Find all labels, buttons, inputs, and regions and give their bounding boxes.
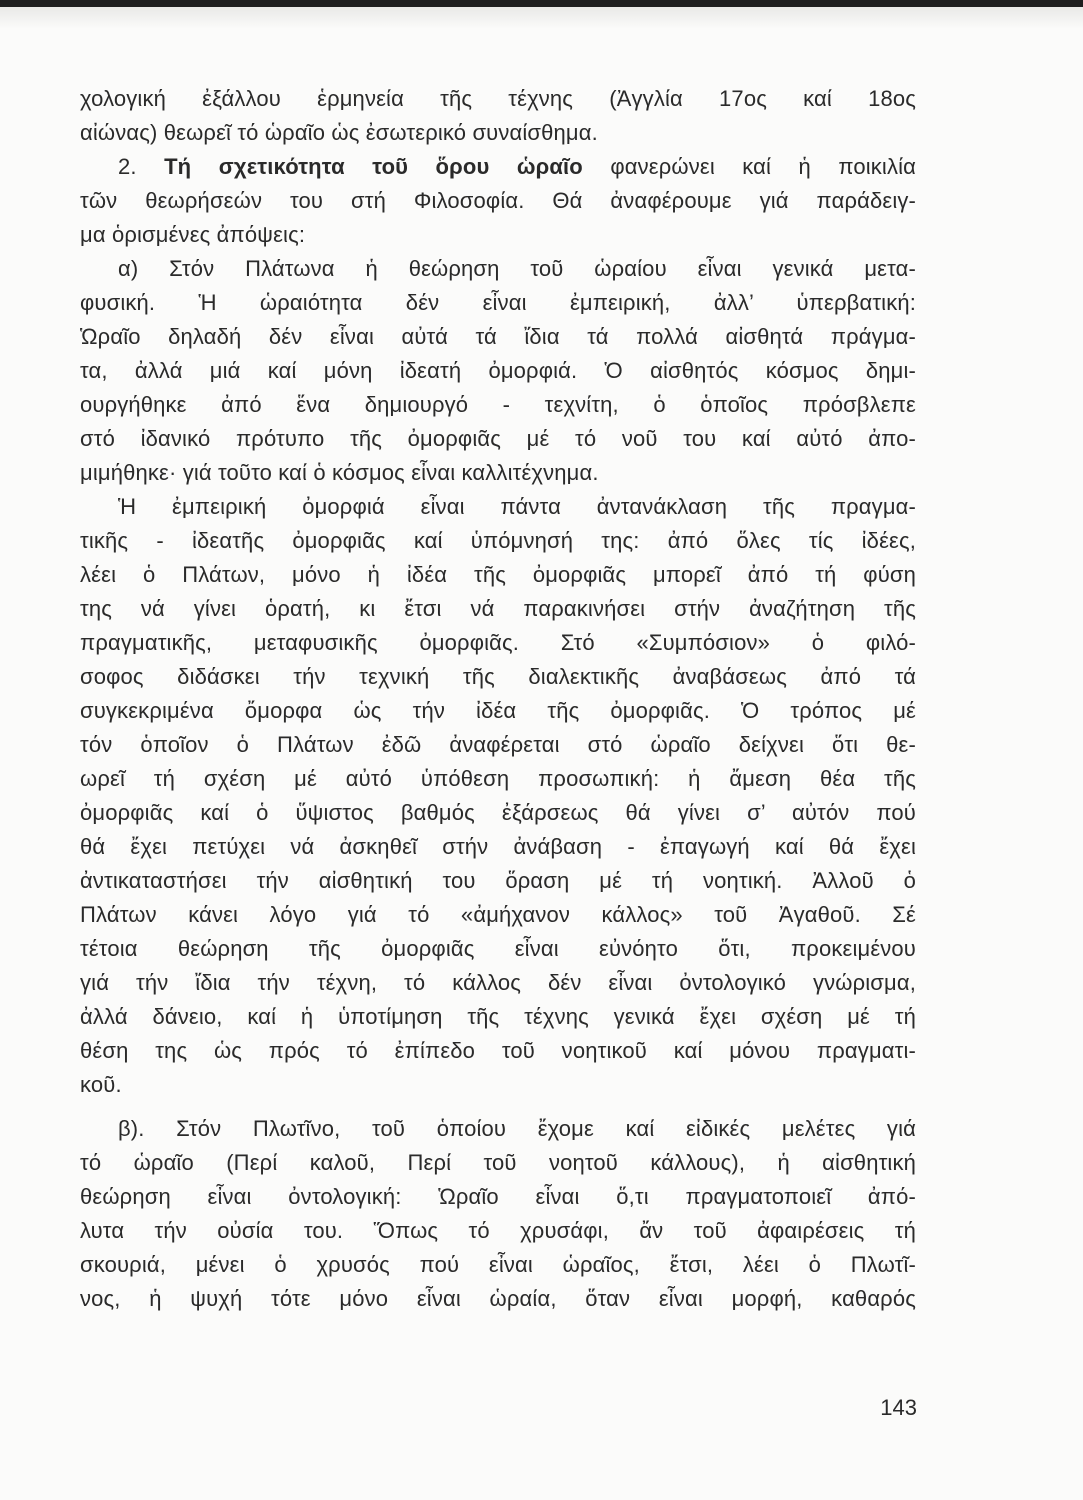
text-line-9: τα, ἀλλά μιά καί μόνη ἰδεατή ὀμορφιά. Ὁ αἰσθητός κόσμος δημι- (80, 358, 916, 383)
text-line-34: λυτα τήν οὐσία του. Ὅπως τό χρυσάφι, ἄν τοῦ ἀφαιρέσεις τή (80, 1218, 916, 1243)
text-line-10: ουργήθηκε ἀπό ἕνα δημιουργό - τεχνίτη, ὁ ὁποῖος πρόσβλεπε (80, 392, 916, 417)
text-line-22: ὀμορφιᾶς καί ὁ ὕψιστος βαθμός ἐξάρσεως θά γίνει σ’ αὐτόν πού (80, 800, 916, 825)
text-line-3 (80, 150, 916, 184)
text-line-30: κοῦ. (80, 1072, 122, 1097)
text-line-5: μα ὁρισμένες ἀπόψεις: (80, 222, 306, 247)
text-line-32: τό ὡραῖο (Περί καλοῦ, Περί τοῦ νοητοῦ κάλλους), ἡ αἰσθητική (80, 1150, 916, 1175)
text-line-18: σοφος διδάσκει τήν τεχνική τῆς διαλεκτικῆς ἀναβάσεως ἀπό τά (80, 664, 916, 689)
text-line-33: θεώρηση εἶναι ὀντολογική: Ὡραῖο εἶναι ὅ,τι πραγματοποιεῖ ἀπό- (80, 1184, 916, 1209)
text-line-27: γιά τήν ἴδια τήν τέχνη, τό κάλλος δέν εἶναι ὀντολογικό γνώρισμα, (80, 970, 916, 995)
scan-top-edge (0, 0, 1083, 7)
text-line-15: λέει ὁ Πλάτων, μόνο ἡ ἰδέα τῆς ὀμορφιᾶς μπορεῖ ἀπό τή φύση (80, 562, 916, 587)
section-line-rest: φανερώνει καί ἡ ποικιλία (610, 154, 917, 179)
text-line-21: ωρεῖ τή σχέση μέ αὐτό ὑπόθεση προσωπική: ἡ ἄμεση θέα τῆς (80, 766, 916, 791)
text-line-31: β). Στόν Πλωτῖνο, τοῦ ὁποίου ἔχομε καί εἰδικές μελέτες γιά (118, 1116, 916, 1141)
text-line-19: συγκεκριμένα ὄμορφα ὡς τήν ἰδέα τῆς ὀμορφιᾶς. Ὁ τρόπος μέ (80, 698, 916, 723)
text-line-28: ἀλλά δάνειο, καί ἡ ὑποτίμηση τῆς τέχνης γενικά ἔχει σχέση μέ τή (80, 1004, 916, 1029)
text-line-20: τόν ὁποῖον ὁ Πλάτων ἐδῶ ἀναφέρεται στό ὡραῖο δείχνει ὅτι θε- (80, 732, 916, 757)
section-heading: Τή σχετικότητα τοῦ ὅρου ὡραῖο (164, 154, 583, 179)
page-number: 143 (880, 1395, 917, 1420)
text-line-8: Ὡραῖο δηλαδή δέν εἶναι αὐτά τά ἴδια τά πολλά αἰσθητά πράγμα- (80, 324, 916, 349)
text-line-14: τικῆς - ἰδεατῆς ὀμορφιᾶς καί ὑπόμνησή της: ἀπό ὅλες τίς ἰδέες, (80, 528, 916, 553)
section-number: 2. (118, 154, 137, 179)
body-text (80, 82, 916, 1316)
text-line-11: στό ἰδανικό πρότυπο τῆς ὀμορφιᾶς μέ τό νοῦ του καί αὐτό ἀπο- (80, 426, 916, 451)
text-line-7: φυσική. Ἡ ὡραιότητα δέν εἶναι ἐμπειρική, ἀλλ’ ὑπερβατική: (80, 290, 916, 315)
text-line-29: θέση της ὡς πρός τό ἐπίπεδο τοῦ νοητικοῦ καί μόνου πραγματι- (80, 1038, 916, 1063)
text-line-13: Ἡ ἐμπειρική ὀμορφιά εἶναι πάντα ἀντανάκλαση τῆς πραγμα- (118, 494, 916, 519)
text-line-2: αἰώνας) θεωρεῖ τό ὡραῖο ὡς ἐσωτερικό συναίσθημα. (80, 120, 598, 145)
text-line-1: χολογική ἐξάλλου ἑρμηνεία τῆς τέχνης (Ἀγγλία 17ος καί 18ος (80, 86, 916, 111)
text-line-12: μιμήθηκε· γιά τοῦτο καί ὁ κόσμος εἶναι καλλιτέχνημα. (80, 460, 599, 485)
text-line-24: ἀντικαταστήσει τήν αἰσθητική του ὅραση μέ τή νοητική. Ἀλλοῦ ὁ (80, 868, 916, 893)
text-line-6: α) Στόν Πλάτωνα ἡ θεώρηση τοῦ ὡραίου εἶναι γενικά μετα- (118, 256, 916, 281)
text-line-26: τέτοια θεώρηση τῆς ὀμορφιᾶς εἶναι εὐνόητο ὅτι, προκειμένου (80, 936, 916, 961)
text-line-17: πραγματικῆς, μεταφυσικῆς ὀμορφιᾶς. Στό «Συμπόσιον» ὁ φιλό- (80, 630, 916, 655)
text-line-25: Πλάτων κάνει λόγο γιά τό «ἀμήχανον κάλλος» τοῦ Ἀγαθοῦ. Σέ (80, 902, 916, 927)
text-line-36: νος, ἡ ψυχή τότε μόνο εἶναι ὡραία, ὅταν εἶναι μορφή, καθαρός (80, 1286, 916, 1311)
text-line-23: θά ἔχει πετύχει νά ἀσκηθεῖ στήν ἀνάβαση - ἐπαγωγή καί θά ἔχει (80, 834, 916, 859)
text-line-16: της νά γίνει ὁρατή, κι ἔτσι νά παρακινήσει στήν ἀναζήτηση τῆς (80, 596, 916, 621)
text-line-4: τῶν θεωρήσεών του στή Φιλοσοφία. Θά ἀναφέρουμε γιά παράδειγ- (80, 188, 916, 213)
scan-top-shadow (0, 7, 1083, 29)
text-line-35: σκουριά, μένει ὁ χρυσός πού εἶναι ὡραῖος, ἔτσι, λέει ὁ Πλωτῖ- (80, 1252, 916, 1277)
